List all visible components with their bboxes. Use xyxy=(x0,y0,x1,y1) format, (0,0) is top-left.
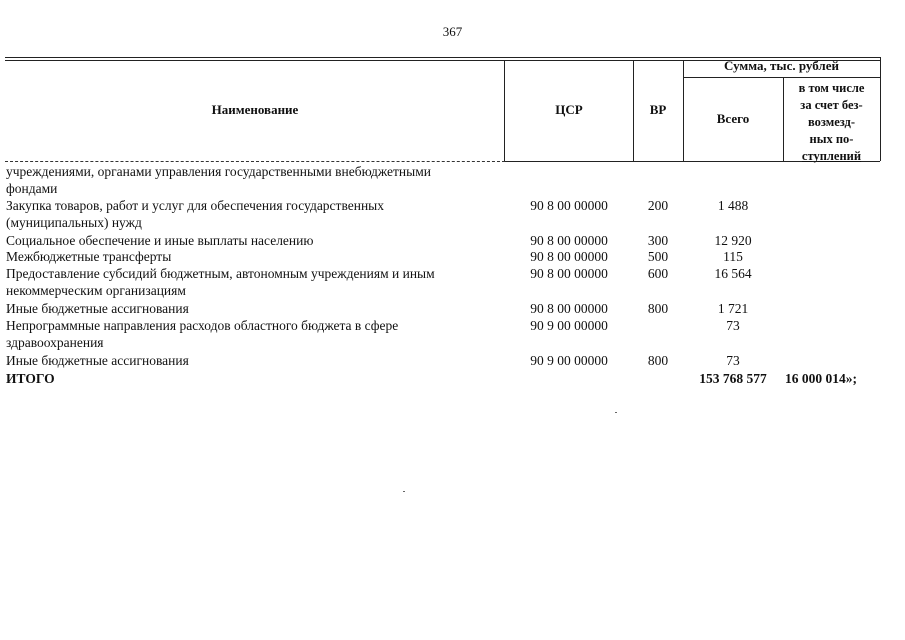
header-incl-line: в том числе xyxy=(798,81,865,95)
sum-group-rule xyxy=(683,77,880,78)
table-right-edge xyxy=(880,57,881,161)
row-name: учреждениями, органами управления государственными внебюджетными фондами xyxy=(6,164,431,196)
page-number: 367 xyxy=(442,24,463,39)
row-name: Закупка товаров, работ и услуг для обеспечения государственных (муниципальных) нужд xyxy=(6,198,385,230)
row-csr: 90 8 00 00000 xyxy=(530,233,608,248)
row-vr: 300 xyxy=(647,233,669,248)
header-csr: ЦСР xyxy=(555,102,583,117)
row-csr: 90 8 00 00000 xyxy=(530,198,608,213)
grand-total: 153 768 577 xyxy=(699,371,767,386)
row-csr: 90 9 00 00000 xyxy=(530,353,608,368)
row-name: Предоставление субсидий бюджетным, автономным учреждениям и иным некоммерческим организациям xyxy=(6,266,435,298)
header-name: Наименование xyxy=(211,102,299,117)
header-total: Всего xyxy=(716,111,750,126)
header-incl-line: за счет без- xyxy=(800,98,863,112)
row-total: 1 488 xyxy=(717,198,749,213)
row-total: 115 xyxy=(723,249,743,264)
row-vr: 500 xyxy=(647,249,669,264)
row-vr: 200 xyxy=(647,198,669,213)
header-incl-line: ных по- xyxy=(809,132,854,146)
row-name: Социальное обеспечение и иные выплаты населению xyxy=(6,233,314,248)
row-vr: 600 xyxy=(647,266,669,281)
row-total: 73 xyxy=(726,318,740,333)
row-name: Непрограммные направления расходов областного бюджета в сфере здравоохранения xyxy=(6,318,399,350)
row-csr: 90 9 00 00000 xyxy=(530,318,608,333)
row-csr: 90 8 00 00000 xyxy=(530,249,608,264)
row-name: Иные бюджетные ассигнования xyxy=(6,353,189,368)
total-label: ИТОГО xyxy=(6,371,55,386)
header-vr: ВР xyxy=(649,102,667,117)
row-csr: 90 8 00 00000 xyxy=(530,301,608,316)
header-incl-line: возмезд- xyxy=(807,115,856,129)
scan-speck xyxy=(615,412,617,413)
row-total: 16 564 xyxy=(714,266,752,281)
row-name: Межбюджетные трансферты xyxy=(6,249,172,264)
row-vr: 800 xyxy=(647,301,669,316)
row-name: Иные бюджетные ассигнования xyxy=(6,301,189,316)
scan-speck xyxy=(403,491,405,492)
row-total: 73 xyxy=(726,353,740,368)
header-sum-group: Сумма, тыс. рублей xyxy=(724,58,839,73)
header-including-gratis xyxy=(783,80,880,165)
header-bottom-dash xyxy=(5,161,505,162)
header-incl-line: ступлений xyxy=(801,149,862,163)
row-vr: 800 xyxy=(647,353,669,368)
row-total: 1 721 xyxy=(717,301,749,316)
grand-total-gratis: 16 000 014»; xyxy=(785,371,857,386)
row-csr: 90 8 00 00000 xyxy=(530,266,608,281)
row-total: 12 920 xyxy=(714,233,752,248)
